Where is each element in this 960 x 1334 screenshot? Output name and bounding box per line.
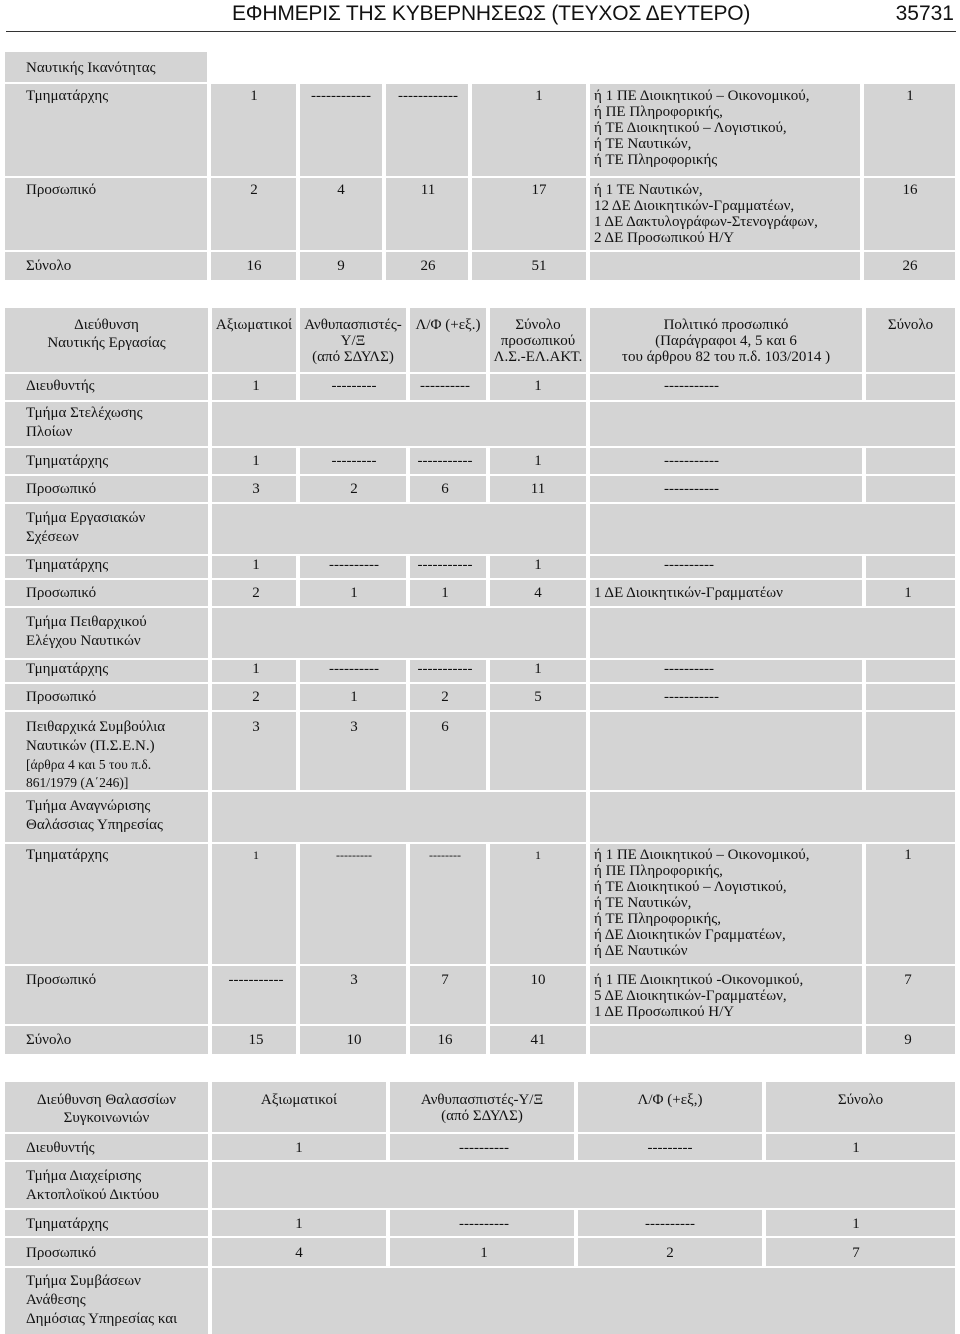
header-total: Σύνολο xyxy=(837,1092,884,1108)
civilian-staff: ή ΠΕ Πληροφορικής, xyxy=(594,863,723,879)
cell-background xyxy=(590,712,862,790)
staff-total: 26 xyxy=(420,258,436,274)
total-value: 1 xyxy=(904,585,912,601)
page-number: 35731 xyxy=(895,2,954,25)
row-label-note: [άρθρα 4 και 5 του π.δ. xyxy=(26,757,152,772)
row-label: Πειθαρχικά Συμβούλια xyxy=(26,719,166,735)
staff-value: 11 xyxy=(420,182,436,198)
row-label: Προσωπικό xyxy=(26,972,97,988)
warrant-value: --------- xyxy=(336,848,372,862)
header-rule xyxy=(6,31,956,32)
civilian-staff: 1 ΔΕ Προσωπικού Η/Υ xyxy=(594,1004,735,1020)
department-name: Θαλάσσιας Υπηρεσίας xyxy=(26,817,163,833)
total-value: 16 xyxy=(902,182,918,198)
grand-total: 26 xyxy=(902,258,918,274)
cell-background xyxy=(590,792,955,842)
personnel-total-value: 4 xyxy=(534,585,542,601)
coast-guard-value: 2 xyxy=(666,1245,674,1261)
personnel-total-value: 1 xyxy=(534,661,542,677)
cell-background xyxy=(590,374,862,400)
department-name: Τμήμα Στελέχωσης xyxy=(26,405,143,421)
header-civilian-staff: (Παράγραφοι 4, 5 και 6 xyxy=(655,333,797,349)
department-name: Τμήμα Αναγνώρισης xyxy=(26,798,151,814)
gazette-title: ΕΦΗΜΕΡΙΣ ΤΗΣ ΚΥΒΕΡΝΗΣΕΩΣ (ΤΕΥΧΟΣ ΔΕΥΤΕΡΟ) xyxy=(232,2,751,25)
row-label: Προσωπικό xyxy=(26,481,97,497)
civilian-staff: 12 ΔΕ Διοικητικών-Γραμματέων, xyxy=(594,198,795,214)
civilian-staff: 2 ΔΕ Προσωπικού Η/Υ xyxy=(594,230,735,246)
header-directorate: Ναυτικής Εργασίας xyxy=(47,335,166,351)
civilian-staff: ή ΤΕ Διοικητικού – Λογιστικού, xyxy=(594,120,787,136)
officers-value: 1 xyxy=(252,557,260,573)
civilian-staff: ή 1 ΤΕ Ναυτικών, xyxy=(594,182,703,198)
coast-guard-value: ----------- xyxy=(417,557,473,573)
cell-background xyxy=(212,504,586,554)
cell-background xyxy=(212,1162,955,1208)
warrant-value: 2 xyxy=(350,481,358,497)
total-value: 1 xyxy=(852,1140,860,1156)
civilian-staff: ή 1 ΠΕ Διοικητικού – Οικονομικού, xyxy=(594,88,810,104)
civilian-staff: ή ΔΕ Διοικητικών Γραμματέων, xyxy=(594,927,786,943)
cell-background xyxy=(590,252,860,280)
cell-background xyxy=(866,660,955,682)
row-label: Προσωπικό xyxy=(26,1245,97,1261)
coast-guard-value: 2 xyxy=(441,689,449,705)
civilian-staff: 1 ΔΕ Δακτυλογράφων-Στενογράφων, xyxy=(594,214,818,230)
coast-guard-total: 16 xyxy=(437,1032,453,1048)
header-warrant-officers: Υ/Ξ xyxy=(340,333,366,349)
total-value: 1 xyxy=(906,88,914,104)
coast-guard-value: 1 xyxy=(441,585,449,601)
officers-value: 3 xyxy=(252,481,260,497)
cell-background xyxy=(866,374,955,400)
civilian-staff: 1 ΔΕ Διοικητικών-Γραμματέων xyxy=(594,585,783,601)
warrant-value: ---------- xyxy=(329,661,379,677)
grand-total: 9 xyxy=(904,1032,912,1048)
header-personnel-total: Σύνολο xyxy=(515,317,561,333)
row-label: Τμηματάρχης xyxy=(26,88,109,104)
header-personnel-total: προσωπικού xyxy=(500,333,576,349)
header-warrant-officers: Ανθυπασπιστές-Υ/Ξ xyxy=(420,1092,544,1108)
officers-value: 1 xyxy=(252,453,260,469)
warrant-value: --------- xyxy=(331,453,377,469)
header-directorate: Διεύθυνση xyxy=(74,317,139,333)
department-name: Τμήμα Πειθαρχικού xyxy=(26,614,147,630)
personnel-total-sum: 41 xyxy=(530,1032,546,1048)
warrant-value: ---------- xyxy=(329,557,379,573)
coast-guard-value: ---------- xyxy=(420,378,470,394)
row-label: Ναυτικών (Π.Σ.Ε.Ν.) xyxy=(26,738,155,754)
civilian-staff: ή ΤΕ Διοικητικού – Λογιστικού, xyxy=(594,879,787,895)
cell-background xyxy=(590,504,955,554)
civilian-staff: ή ΤΕ Ναυτικών, xyxy=(594,895,692,911)
total-value: 1 xyxy=(904,847,912,863)
officers-value: 1 xyxy=(252,378,260,394)
civilian-staff: ---------- xyxy=(664,557,714,573)
warrant-value: 3 xyxy=(350,972,358,988)
cell-background xyxy=(590,660,862,682)
officers-value: 1 xyxy=(252,661,260,677)
department-name: Ακτοπλοϊκού Δικτύου xyxy=(26,1187,160,1203)
total-label: Σύνολο xyxy=(26,258,72,274)
civilian-staff: ---------- xyxy=(664,661,714,677)
coast-guard-value: --------- xyxy=(647,1140,693,1156)
personnel-total-value: 5 xyxy=(534,689,542,705)
warrant-value: 1 xyxy=(350,585,358,601)
officers-value: 4 xyxy=(295,1245,303,1261)
officers-total: 16 xyxy=(246,258,262,274)
civilian-staff: 5 ΔΕ Διοικητικών-Γραμματέων, xyxy=(594,988,787,1004)
page-header xyxy=(0,0,960,36)
warrant-total: 9 xyxy=(337,258,345,274)
civilian-staff: ή ΔΕ Ναυτικών xyxy=(594,943,688,959)
officers-value: 3 xyxy=(252,719,260,735)
cell-background xyxy=(490,712,586,790)
officers-value: ----------- xyxy=(228,972,284,988)
row-label: Προσωπικό xyxy=(26,585,97,601)
header-coast-guards: Λ/Φ (+εξ.) xyxy=(415,317,481,333)
staff-value: ------------ xyxy=(398,88,458,104)
row-label-note: 861/1979 (Α΄246)] xyxy=(26,775,129,790)
header-personnel-total: Λ.Σ.-ΕΛ.ΑΚΤ. xyxy=(493,349,583,365)
department-name: Σχέσεων xyxy=(26,529,79,545)
civilian-staff: ή 1 ΠΕ Διοικητικού – Οικονομικού, xyxy=(594,847,810,863)
row-label: Τμηματάρχης xyxy=(26,847,109,863)
header-directorate: Διεύθυνση Θαλασσίων xyxy=(36,1092,177,1108)
department-name: Πλοίων xyxy=(26,424,73,440)
row-label: Τμηματάρχης xyxy=(26,557,109,573)
warrant-value: ---------- xyxy=(459,1140,509,1156)
header-directorate: Συγκοινωνιών xyxy=(63,1110,150,1126)
department-name: Τμήμα Εργασιακών xyxy=(26,510,146,526)
coast-guard-value: ---------- xyxy=(645,1216,695,1232)
cell-background xyxy=(866,448,955,474)
header-officers: Αξιωματικοί xyxy=(260,1092,338,1108)
cell-background xyxy=(212,1268,955,1334)
warrant-value: 1 xyxy=(350,689,358,705)
header-total: Σύνολο xyxy=(887,317,934,333)
civilian-staff: ή 1 ΠΕ Διοικητικού -Οικονομικού, xyxy=(594,972,804,988)
warrant-value: 4 xyxy=(337,182,345,198)
cell-background xyxy=(866,556,955,578)
cell-background xyxy=(590,1026,862,1054)
section-title: Ναυτικής Ικανότητας xyxy=(26,60,156,76)
warrant-value: ---------- xyxy=(459,1216,509,1232)
cell-background xyxy=(590,556,862,578)
personnel-total-value: 1 xyxy=(534,378,542,394)
warrant-value: --------- xyxy=(331,378,377,394)
civilian-staff: ----------- xyxy=(664,481,719,497)
row-label: Διευθυντής xyxy=(26,1140,95,1156)
warrant-value: 3 xyxy=(350,719,358,735)
officers-value: 2 xyxy=(250,182,258,198)
coast-guard-value: 7 xyxy=(441,972,449,988)
cell-background xyxy=(866,476,955,502)
cell-background xyxy=(590,402,955,446)
header-civilian-staff: του άρθρου 82 του π.δ. 103/2014 ) xyxy=(621,349,831,365)
header-warrant-officers: (από ΣΔΥΛΣ) xyxy=(441,1108,523,1124)
subtotal-value: 17 xyxy=(531,182,547,198)
civilian-staff: ή ΤΕ Πληροφορικής xyxy=(594,152,718,168)
row-label: Τμηματάρχης xyxy=(26,1216,109,1232)
cell-background xyxy=(212,402,586,446)
officers-value: 1 xyxy=(295,1216,303,1232)
cell-background xyxy=(590,448,862,474)
officers-value: 1 xyxy=(295,1140,303,1156)
cell-background xyxy=(866,712,955,790)
row-label: Τμηματάρχης xyxy=(26,661,109,677)
officers-value: 2 xyxy=(252,689,260,705)
coast-guard-value: 6 xyxy=(441,481,449,497)
civilian-staff: ----------- xyxy=(664,378,719,394)
header-civilian-staff: Πολιτικό προσωπικό xyxy=(663,317,789,333)
header-officers: Αξιωματικοί xyxy=(215,317,293,333)
civilian-staff: ----------- xyxy=(664,453,719,469)
personnel-total-value: 11 xyxy=(530,481,546,497)
civilian-staff: ή ΤΕ Πληροφορικής, xyxy=(594,911,721,927)
civilian-staff: ή ΤΕ Ναυτικών, xyxy=(594,136,692,152)
cell-background xyxy=(212,792,586,842)
cell-background xyxy=(590,684,862,710)
personnel-total-value: 1 xyxy=(534,453,542,469)
row-label: Διευθυντής xyxy=(26,378,95,394)
coast-guard-value: -------- xyxy=(429,848,461,862)
header-warrant-officers: Ανθυπασπιστές- xyxy=(304,317,402,333)
department-name: Δημόσιας Υπηρεσίας και xyxy=(26,1311,178,1327)
cell-background xyxy=(590,608,955,658)
cell-background xyxy=(590,476,862,502)
warrant-value: ------------ xyxy=(311,88,371,104)
department-name: Τμήμα Συμβάσεων xyxy=(26,1273,141,1289)
row-label: Προσωπικό xyxy=(26,182,97,198)
coast-guard-value: ----------- xyxy=(417,453,473,469)
personnel-total-value: 1 xyxy=(535,848,541,862)
subtotal-total: 51 xyxy=(531,258,547,274)
officers-value: 1 xyxy=(253,848,259,862)
total-label: Σύνολο xyxy=(26,1032,72,1048)
civilian-staff: ή ΠΕ Πληροφορικής, xyxy=(594,104,723,120)
civilian-staff: ----------- xyxy=(664,689,719,705)
row-label: Προσωπικό xyxy=(26,689,97,705)
department-name: Τμήμα Διαχείρισης xyxy=(26,1168,142,1184)
row-label: Τμηματάρχης xyxy=(26,453,109,469)
cell-background xyxy=(866,684,955,710)
coast-guard-value: 6 xyxy=(441,719,449,735)
personnel-total-value: 10 xyxy=(530,972,546,988)
warrant-total: 10 xyxy=(346,1032,362,1048)
department-name: Ελέγχου Ναυτικών xyxy=(26,633,141,649)
warrant-value: 1 xyxy=(480,1245,488,1261)
officers-total: 15 xyxy=(248,1032,264,1048)
header-coast-guards: Λ/Φ (+εξ,) xyxy=(637,1092,703,1108)
total-value: 7 xyxy=(904,972,912,988)
subtotal-value: 1 xyxy=(535,88,543,104)
total-value: 1 xyxy=(852,1216,860,1232)
total-value: 7 xyxy=(852,1245,860,1261)
officers-value: 1 xyxy=(250,88,258,104)
department-name: Ανάθεσης xyxy=(26,1292,86,1308)
header-warrant-officers: (από ΣΔΥΛΣ) xyxy=(312,349,394,365)
officers-value: 2 xyxy=(252,585,260,601)
coast-guard-value: ----------- xyxy=(417,661,473,677)
personnel-total-value: 1 xyxy=(534,557,542,573)
cell-background xyxy=(212,608,586,658)
